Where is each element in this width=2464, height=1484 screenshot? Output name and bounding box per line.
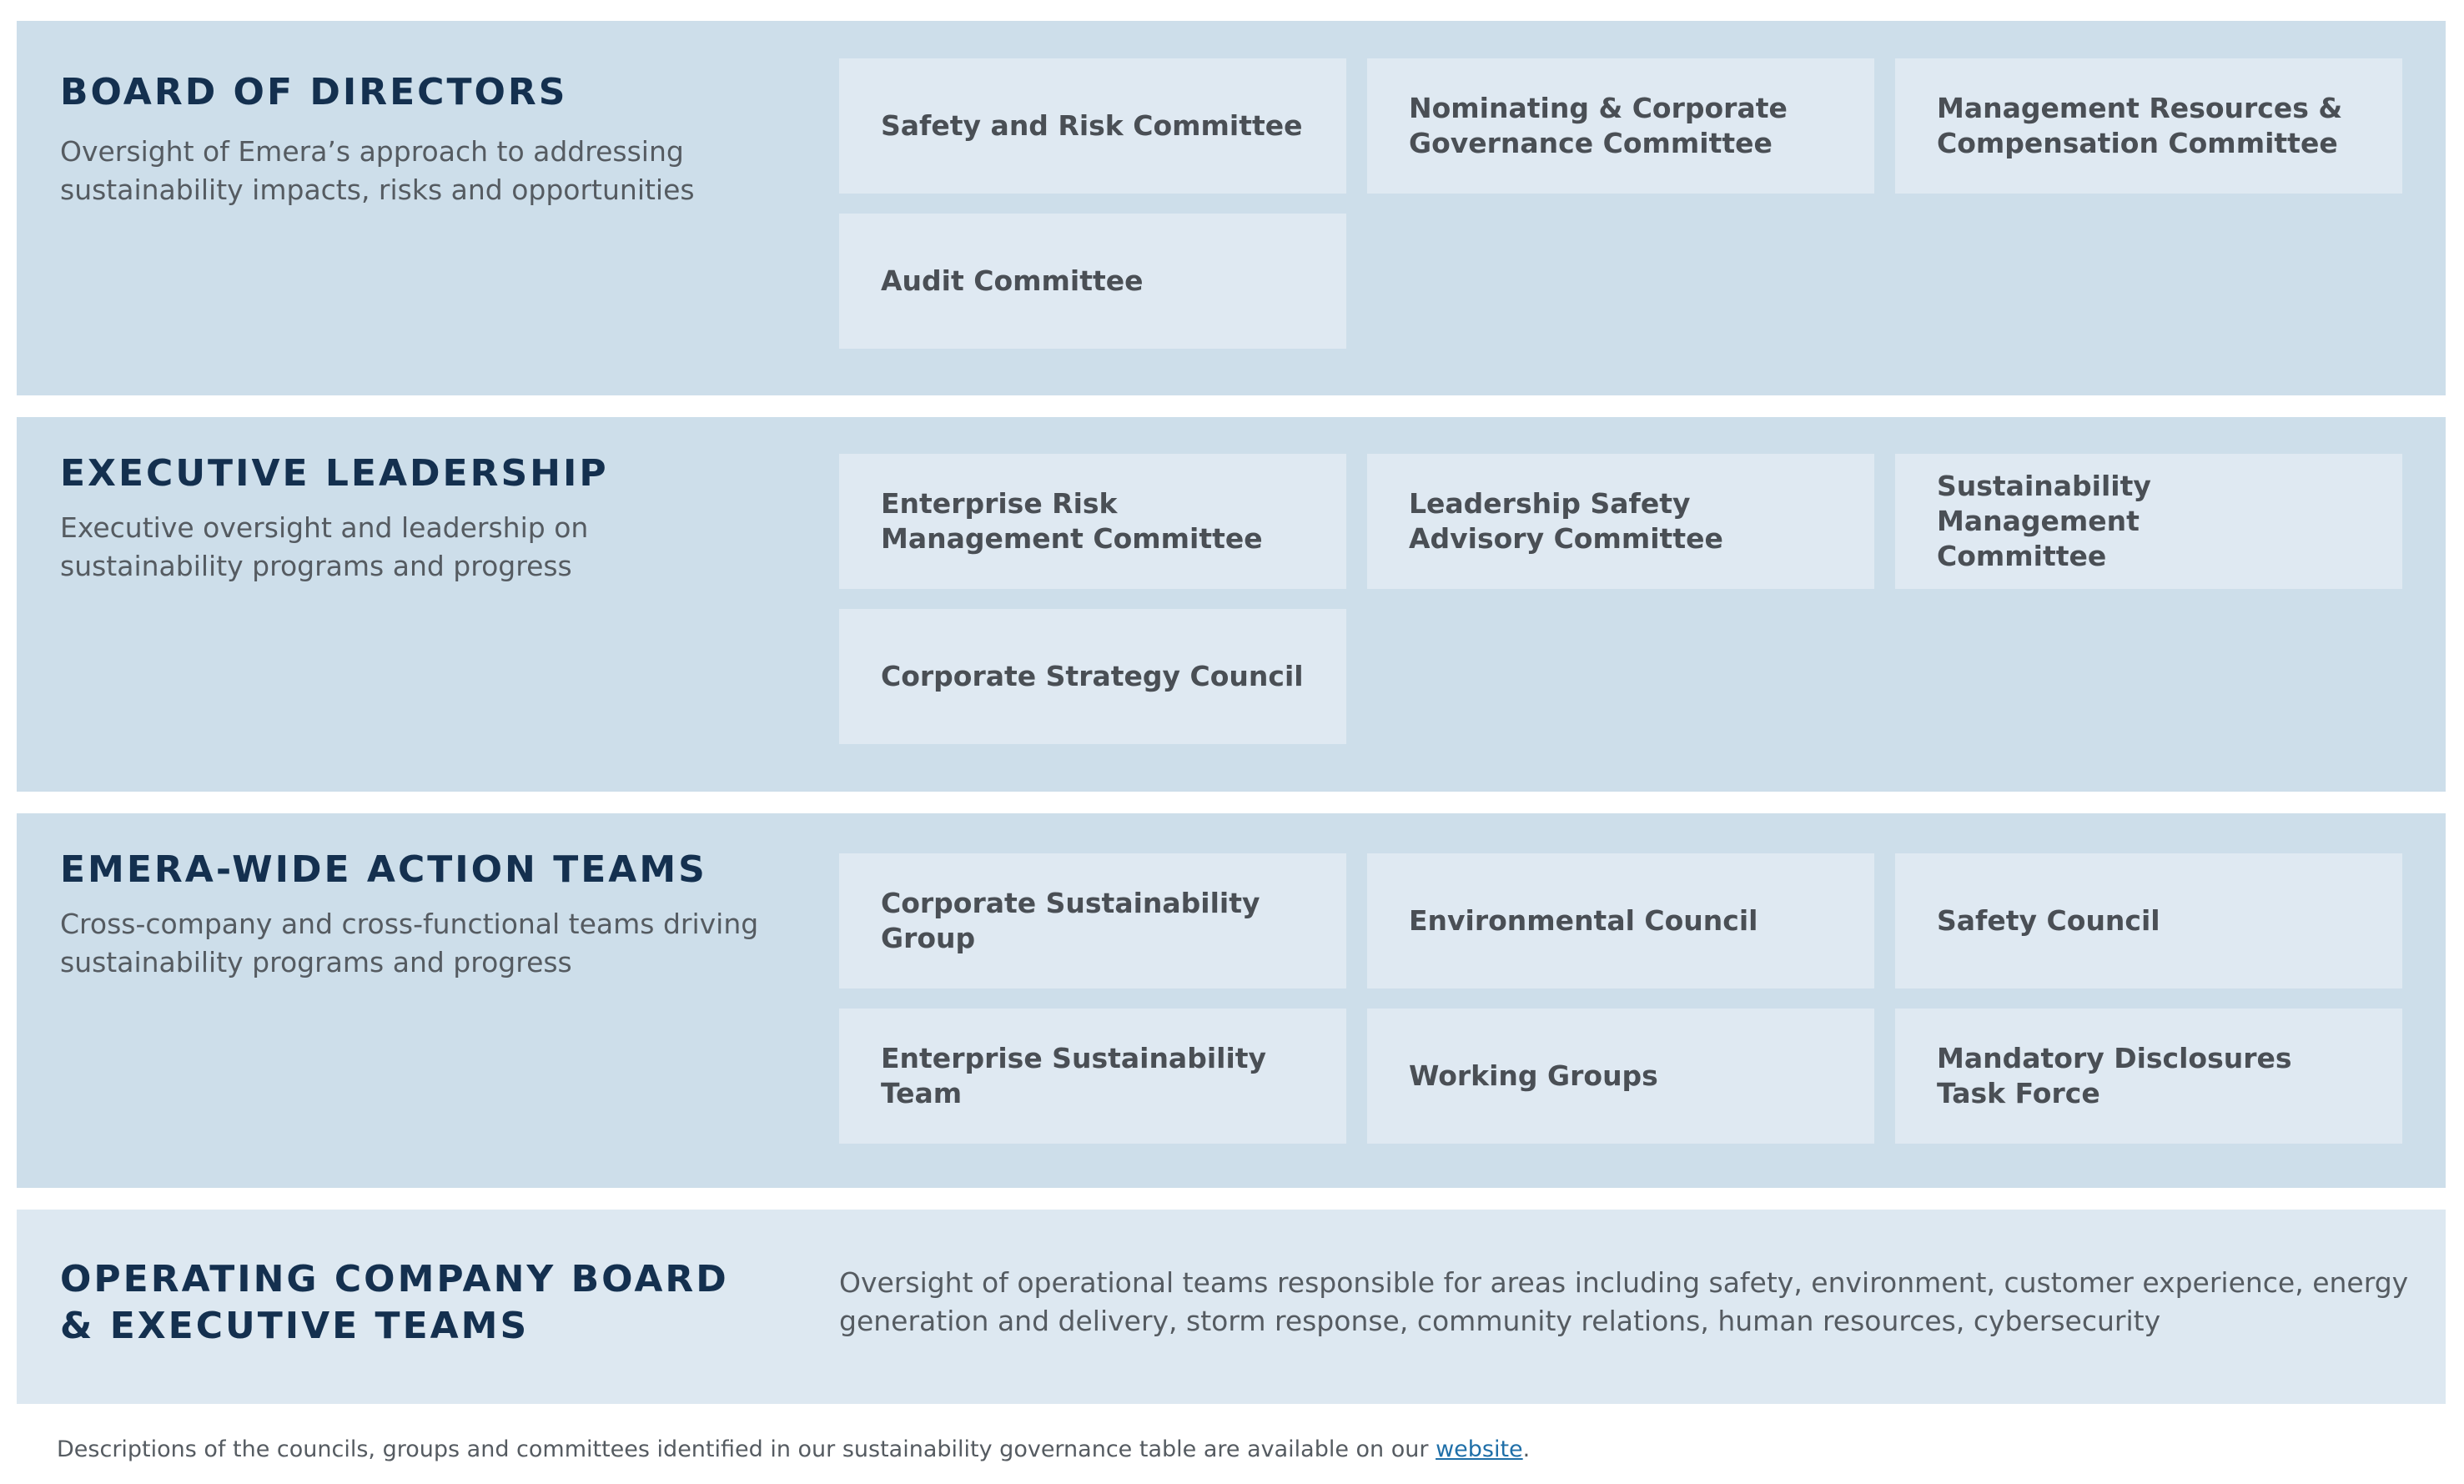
- committee-box: Management Resources & Compensation Committee: [1895, 58, 2402, 194]
- team-box: Safety Council: [1895, 853, 2402, 988]
- committee-box: Audit Committee: [839, 214, 1346, 349]
- committee-box: Sustainability Management Committee: [1895, 454, 2402, 589]
- section-title: BOARD OF DIRECTORS: [60, 71, 568, 113]
- committee-box: Enterprise Risk Management Committee: [839, 454, 1346, 589]
- footer-text: Descriptions of the councils, groups and committees identified in our sustainability governance table are available on our: [57, 1436, 1436, 1462]
- team-box: Enterprise Sustainability Team: [839, 1009, 1346, 1144]
- team-box: Mandatory Disclosures Task Force: [1895, 1009, 2402, 1144]
- section-title: OPERATING COMPANY BOARD & EXECUTIVE TEAMS: [60, 1258, 729, 1347]
- team-box: Environmental Council: [1367, 853, 1874, 988]
- executive-leadership-section: [17, 417, 2446, 792]
- section-title: EXECUTIVE LEADERSHIP: [60, 452, 609, 495]
- committee-box: Safety and Risk Committee: [839, 58, 1346, 194]
- section-title: EMERA-WIDE ACTION TEAMS: [60, 848, 707, 891]
- section-description: Cross-company and cross-functional teams driving sustainability programs and progress: [60, 908, 759, 978]
- section-description: Oversight of operational teams responsible for areas including safety, environment, customer experience, energy generation and delivery, storm response, community relations, human resources, cybersecurity: [839, 1266, 2409, 1337]
- committee-box: Nominating & Corporate Governance Committee: [1367, 58, 1874, 194]
- footer-end: .: [1522, 1436, 1531, 1462]
- operating-company-section: [17, 1210, 2446, 1404]
- website-link[interactable]: website: [1436, 1436, 1523, 1462]
- section-description: Oversight of Emera’s approach to addressing sustainability impacts, risks and opportunities: [60, 135, 695, 206]
- action-teams-section: [17, 813, 2446, 1188]
- footer-note: [57, 1436, 1530, 1462]
- committee-box: Corporate Strategy Council: [839, 609, 1346, 744]
- committee-box: Leadership Safety Advisory Committee: [1367, 454, 1874, 589]
- team-box: Corporate Sustainability Group: [839, 853, 1346, 988]
- section-description: Executive oversight and leadership on sustainability programs and progress: [60, 511, 589, 582]
- board-of-directors-section: [17, 21, 2446, 395]
- team-box: Working Groups: [1367, 1009, 1874, 1144]
